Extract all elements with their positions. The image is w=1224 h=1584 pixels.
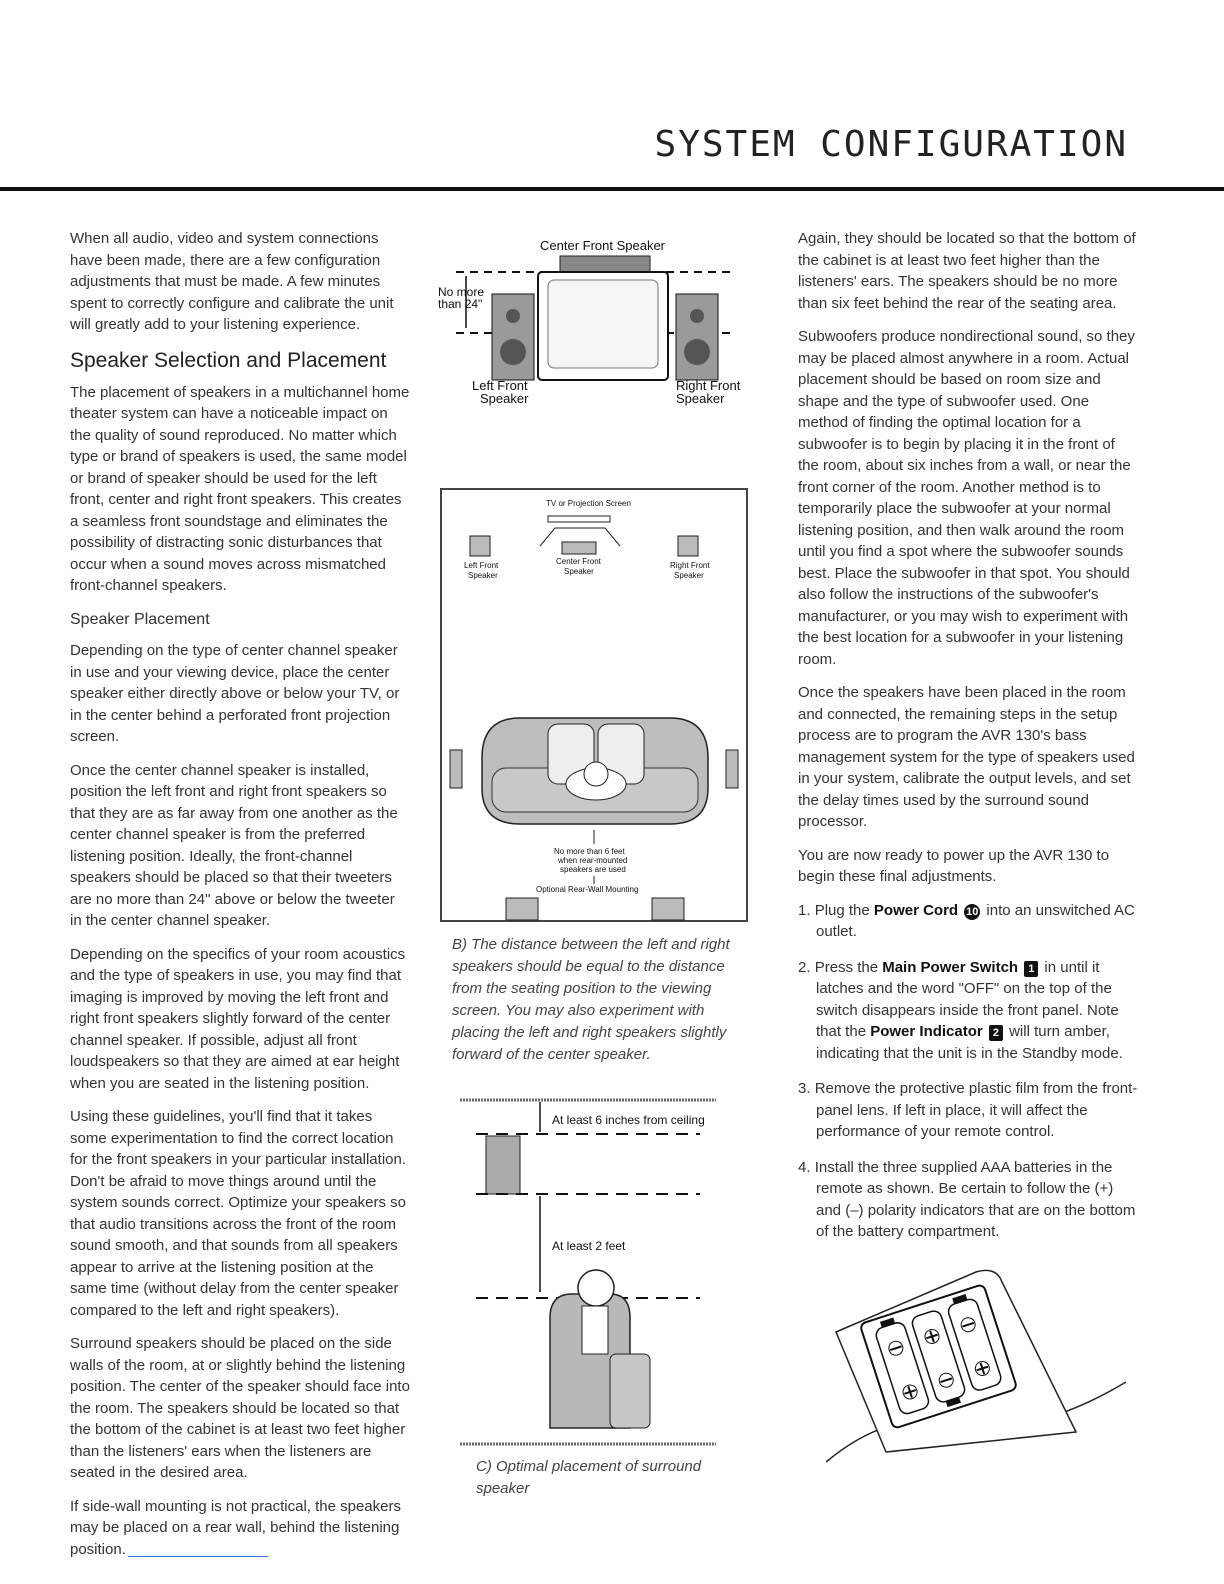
- step-number: 4.: [798, 1158, 811, 1176]
- paragraph: Once the speakers have been placed in the room and connected, the remaining steps in the setup process are to program the AVR 130's bass management system for the type of speakers used in your system, calibrate the output levels, and set the delay times used by the surround sound processor.: [798, 684, 1135, 830]
- paragraph: Once the center channel speaker is installed, position the left front and right front speakers so that they are as far away from one another as the center channel speaker is from the preferred listening position. Ideally, the front-channel speakers should be placed so that their tweeters are no more than 24" above or below the tweeter in the center channel speaker.: [70, 761, 398, 929]
- paragraph: Subwoofers produce nondirectional sound, so they may be placed almost anywhere in a room. Actual placement should be based on room size and shape and the type of subwoofer used. One method of finding the optimal location for a subwoofer is to begin by placing it in the front of the room, about six inches from a wall, or near the front corner of the room. Another method is to temporarily place the subwoofer at your normal listening position, and then walk around the room until you find a spot where the subwoofer sounds best. Place the subwoofer in that spot. You should also follow the instructions of the subwoofer's manufacturer, or you may wish to experiment with the best location for a subwoofer in your listening room.: [798, 328, 1135, 668]
- step-item: [798, 900, 1138, 943]
- fig-b-distance-2: when rear-mounted: [558, 856, 628, 865]
- fig-a-right-1: Right Front: [676, 378, 741, 393]
- step-item: [798, 1157, 1138, 1243]
- step-text: Press the: [814, 958, 883, 976]
- fig-b-rear-right-speaker: [652, 898, 684, 920]
- remote-battery-illustration: [826, 1262, 1126, 1472]
- fig-b-center-1: Center Front: [556, 557, 601, 566]
- fig-b-distance-3: speakers are used: [560, 865, 626, 874]
- fig-b-rear-label: Optional Rear-Wall Mounting: [536, 885, 639, 894]
- fig-a-right-2: Speaker: [676, 391, 725, 406]
- step-item: [798, 1078, 1138, 1143]
- control-name: Main Power Switch: [882, 958, 1019, 976]
- paragraph: The placement of speakers in a multichannel home theater system can have a noticeable impact on the quality of sound reproduced. No matter which type or brand of speakers is used, the same model or brand of speaker should be used for the left front, center and right front speakers. This creates a seamless front soundstage and eliminates the possibility of distracting sonic disturbances that occur when a sound moves across mismatched front-channel speakers.: [70, 383, 410, 594]
- callout-badge: 2: [989, 1025, 1003, 1041]
- page-title: SYSTEM CONFIGURATION: [654, 124, 1128, 165]
- center-speaker-shape: [560, 256, 650, 272]
- right-column: [798, 228, 1138, 1257]
- step-item: [798, 957, 1138, 1065]
- step-text: into an unswitched AC outlet.: [816, 901, 1135, 940]
- fig-a-left-1: Left Front: [472, 378, 528, 393]
- fig-b-right-speaker: [678, 536, 698, 556]
- left-column: [70, 228, 410, 1572]
- fig-c-height-label: At least 2 feet: [552, 1239, 626, 1253]
- figure-c-diagram: [460, 1098, 720, 1448]
- fig-b-distance-1: No more than 6 feet: [554, 847, 625, 856]
- fig-b-left-1: Left Front: [464, 561, 499, 570]
- step-number: 1.: [798, 901, 811, 919]
- step-text: will turn amber, indicating that the unit is in the Standby mode.: [816, 1023, 1123, 1062]
- footer-underline: [128, 1556, 268, 1557]
- fig-b-center-speaker: [562, 542, 596, 554]
- right-speaker-shape: [676, 294, 718, 380]
- section-heading: Speaker Selection and Placement: [70, 348, 387, 372]
- fig-b-rear-left-speaker: [506, 898, 538, 920]
- figure-c-caption: C) Optimal placement of surround speaker: [476, 1458, 702, 1497]
- fig-a-center-label: Center Front Speaker: [540, 238, 666, 253]
- listener-head: [578, 1270, 614, 1306]
- fig-b-left-speaker: [470, 536, 490, 556]
- callout-badge: 1: [1024, 961, 1038, 977]
- fig-a-no-more-1: No more: [438, 285, 485, 299]
- intro-paragraph: When all audio, video and system connections have been made, there are a few configuration adjustments that must be made. A few minutes spent to correctly configure and calibrate the unit will greatly add to your listening experience.: [70, 230, 394, 333]
- fig-b-left-2: Speaker: [468, 571, 498, 580]
- callout-badge: 10: [966, 905, 979, 918]
- fig-b-right-2: Speaker: [674, 571, 704, 580]
- figure-a-diagram: [436, 232, 756, 412]
- paragraph: Surround speakers should be placed on the side walls of the room, at or slightly behind the listening position. The center of the speaker should face into the room. The speakers should be located so that the bottom of the cabinet is at least two feet higher than the listeners' ears when the listeners are seated in the desired area.: [70, 1335, 410, 1481]
- fig-c-surround-speaker: [486, 1136, 520, 1194]
- header-rule: [0, 187, 1224, 191]
- step-number: 2.: [798, 958, 811, 976]
- fig-a-left-2: Speaker: [480, 391, 529, 406]
- sub-heading: Speaker Placement: [70, 610, 210, 628]
- step-number: 3.: [798, 1080, 811, 1097]
- paragraph: You are now ready to power up the AVR 130 to begin these final adjustments.: [798, 846, 1110, 885]
- fig-b-side-left-speaker: [450, 750, 462, 788]
- fig-b-right-1: Right Front: [670, 561, 710, 570]
- fig-b-screen-label: TV or Projection Screen: [546, 499, 631, 508]
- left-speaker-shape: [492, 294, 534, 380]
- setup-steps: [798, 900, 1138, 1243]
- paragraph: Again, they should be located so that the bottom of the cabinet is at least two feet higher than the listeners' ears. The speakers should be no more than six feet behind the rear of the seating area.: [798, 230, 1136, 312]
- step-text: in until it latches and the word "OFF" on the top of the switch disappears inside the front panel. Note that the: [816, 958, 1119, 1040]
- fig-b-center-2: Speaker: [564, 567, 594, 576]
- figure-b-diagram: [440, 488, 748, 922]
- fig-b-side-right-speaker: [726, 750, 738, 788]
- fig-a-no-more-2: than 24": [438, 297, 483, 311]
- step-text: Remove the protective plastic film from the front-panel lens. If left in place, it will affect the performance of your remote control.: [814, 1080, 1138, 1140]
- paragraph: If side-wall mounting is not practical, the speakers may be placed on a rear wall, behind the listening position.: [70, 1497, 401, 1558]
- fig-c-ceiling-label: At least 6 inches from ceiling: [552, 1113, 705, 1127]
- paragraph: Depending on the type of center channel speaker in use and your viewing device, place the center speaker either directly above or below your TV, or in the center behind a perforated front projection screen.: [70, 642, 400, 745]
- paragraph: Using these guidelines, you'll find that it takes some experimentation to find the correct location for the front speakers in your particular installation. Don't be afraid to move things around until the system sounds correct. Optimize your speakers so that audio transitions across the front of the room sound smooth, and that sounds from all speakers appear to arrive at the listening position at the same time (without delay from the center speaker compared to the left and right speakers).: [70, 1108, 406, 1319]
- step-text: Install the three supplied AAA batteries in the remote as shown. Be certain to follow the (+) and (–) polarity indicators that are on the bottom of the battery compartment.: [814, 1158, 1136, 1240]
- control-name: Power Indicator: [870, 1023, 983, 1040]
- control-name: Power Cord: [873, 901, 959, 919]
- figure-b-caption: B) The distance between the left and right speakers should be equal to the distance from the seating position to the viewing screen. You may also experiment with placing the left and right speakers slightly forward of the center speaker.: [452, 936, 730, 1063]
- paragraph: Depending on the specifics of your room acoustics and the type of speakers in use, you may find that imaging is improved by moving the left front and right front speakers slightly forward of the center channel speaker. If possible, adjust all front loudspeakers so that they are aimed at ear height when you are seated in the listening position.: [70, 945, 406, 1092]
- step-text: Plug the: [814, 901, 874, 919]
